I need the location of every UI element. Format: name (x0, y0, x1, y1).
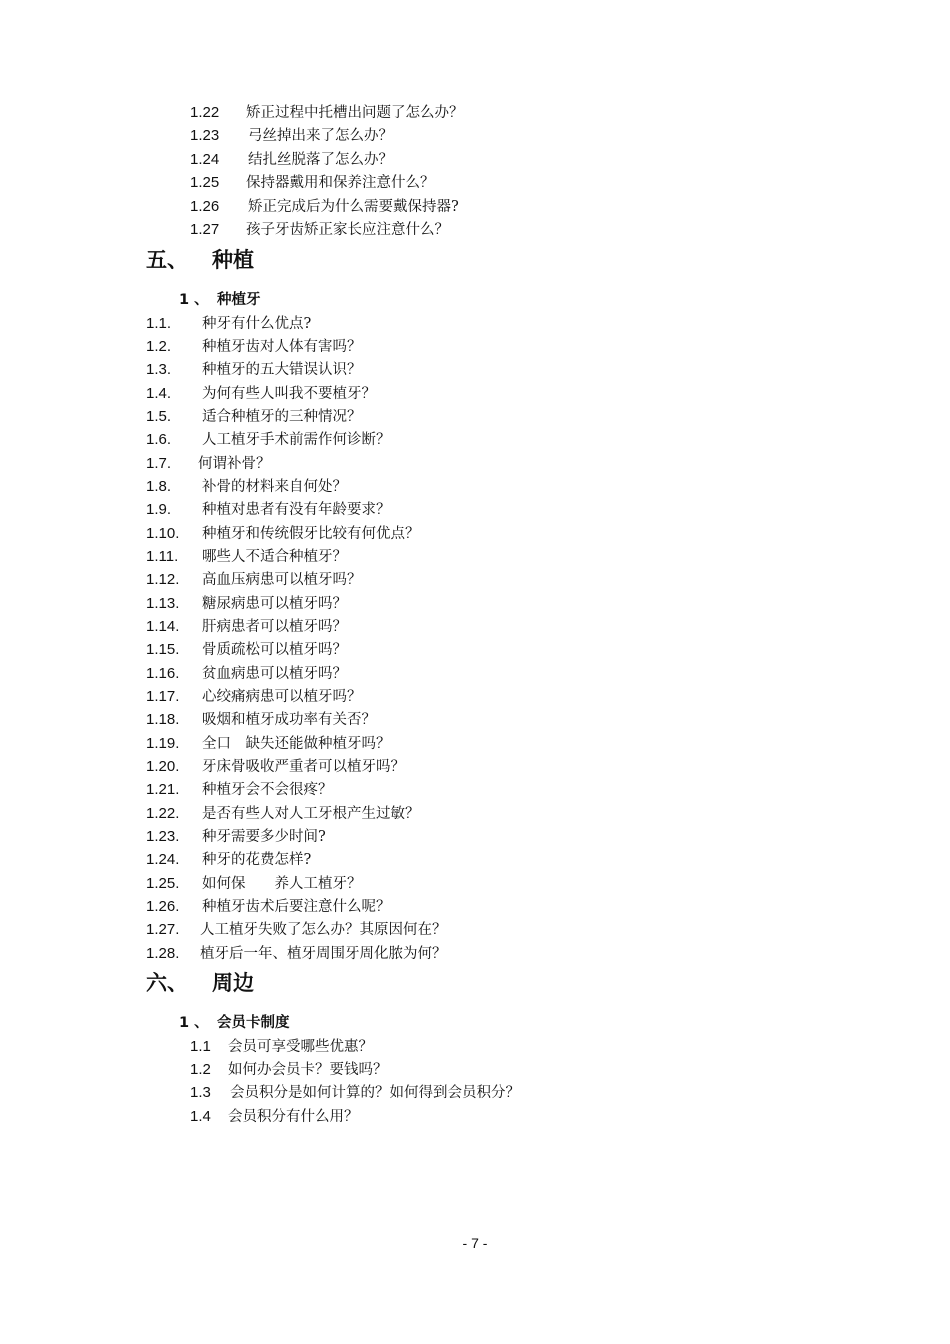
page-number: - 7 - (462, 1235, 488, 1251)
